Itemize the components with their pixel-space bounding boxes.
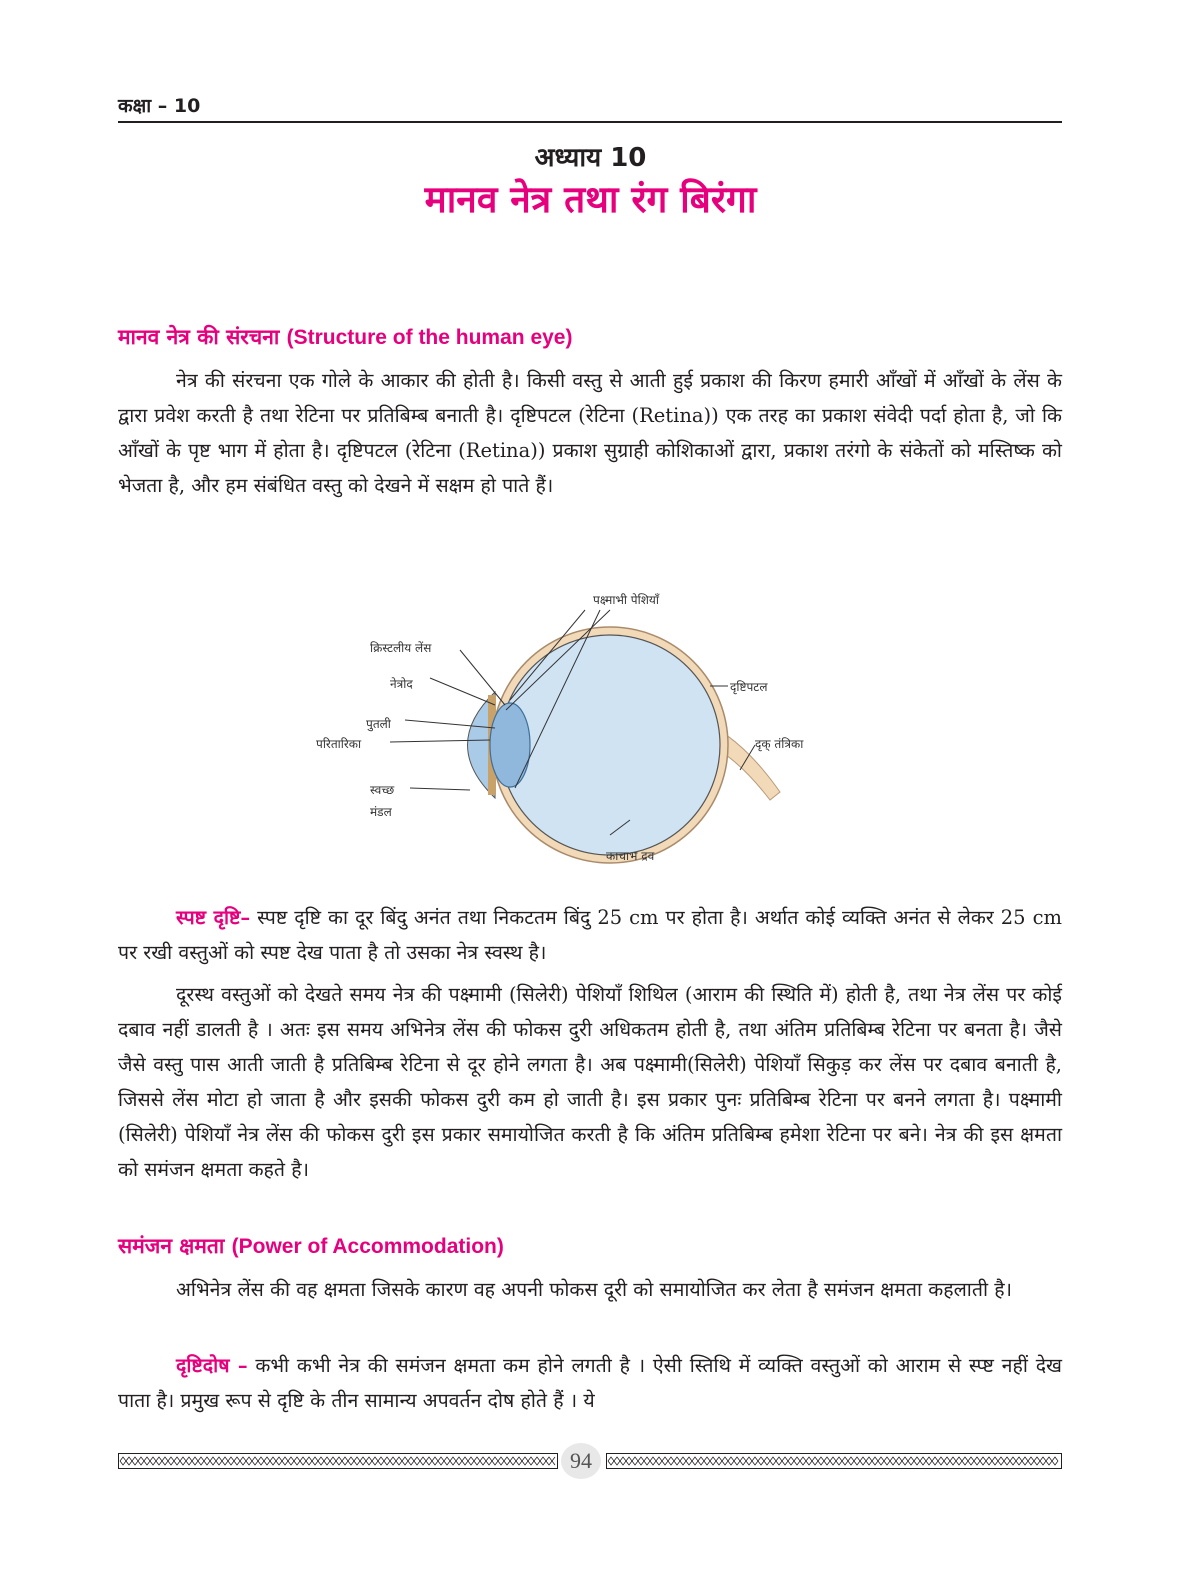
footer-border-right <box>606 1453 1062 1469</box>
clear-vision-term: स्पष्ट दृष्टि– <box>176 906 251 929</box>
footer-border-left <box>118 1453 558 1469</box>
label-crystalline-lens: क्रिस्टलीय लेंस <box>370 641 432 655</box>
clear-vision-text: स्पष्ट दृष्टि का दूर बिंदु अनंत तथा निकटतम बिंदु 25 cm पर होता है। अर्थात कोई व्यक्ति अनंत से लेकर 25 cm पर रखी वस्तुओं को स्पष्ट देख पाता है तो उसका नेत्र स्वस्थ है। <box>118 906 1062 964</box>
label-cornea-2: मंडल <box>370 805 392 819</box>
section-heading-hindi: मानव नेत्र की संरचना <box>118 325 280 349</box>
section2-heading-english: (Power of Accommodation) <box>231 1235 504 1258</box>
section-heading-structure <box>118 323 572 351</box>
section-heading-accommodation <box>118 1232 504 1260</box>
label-iris: परितारिका <box>316 737 362 751</box>
label-cornea-1: स्वच्छ <box>370 783 395 797</box>
section-heading-english: (Structure of the human eye) <box>286 326 573 349</box>
label-optic-nerve: दृक् तंत्रिका <box>755 737 804 751</box>
chapter-number: अध्याय 10 <box>534 143 647 173</box>
accommodation-explanation-paragraph: दूरस्थ वस्तुओं को देखते समय नेत्र की पक्ष्मामी (सिलेरी) पेशियाँ शिथिल (आराम की स्थिति में) होती है, तथा नेत्र लेंस पर कोई दबाव नहीं डालती है । अतः इस समय अभिनेत्र लेंस की फोकस दुरी अधिकतम होती है, तथा अंतिम प्रतिबिम्ब रेटिना पर बनता है। जैसे जैसे वस्तु पास आती जाती है प्रतिबिम्ब रेटिना से दूर होने लगता है। अब पक्ष्मामी(सिलेरी) पेशियाँ सिकुड़ कर लेंस पर दबाव बनाती है, जिससे लेंस मोटा हो जाता है और इसकी फोकस दुरी कम हो जाती है। इस प्रकार पुनः प्रतिबिम्ब रेटिना पर बनने लगता है। पक्ष्मामी (सिलेरी) पेशियाँ नेत्र लेंस की फोकस दुरी इस प्रकार समायोजित करती है कि अंतिम प्रतिबिम्ब हमेशा रेटिना पर बने। नेत्र की इस क्षमता को समंजन क्षमता कहते है। <box>118 983 1062 1181</box>
label-vitreous: काचाभ द्रव <box>606 849 655 863</box>
label-pupil: पुतली <box>366 717 391 731</box>
header-rule <box>118 121 1062 123</box>
accommodation-paragraph: अभिनेत्र लेंस की वह क्षमता जिसके कारण वह अपनी फोकस दूरी को समायोजित कर लेता है समंजन क्षमता कहलाती है। <box>176 1278 1012 1301</box>
human-eye-diagram <box>310 580 850 870</box>
label-aqueous: नेत्रोद <box>390 677 413 691</box>
vision-defects-paragraph <box>118 1348 1062 1418</box>
label-retina: दृष्टिपटल <box>730 680 768 694</box>
vision-defects-text: कभी कभी नेत्र की समंजन क्षमता कम होने लगती है । ऐसी स्तिथि में व्यक्ति वस्तुओं को आराम से स्प्ष्ट नहीं देख पाता है। प्रमुख रूप से दृष्टि के तीन सामान्य अपवर्तन दोष होते हैं । ये <box>118 1354 1062 1412</box>
eye-diagram-svg <box>310 580 850 870</box>
clear-vision-paragraph <box>118 900 1062 970</box>
page-number: 94 <box>561 1443 601 1479</box>
label-ciliary-muscles: पक्ष्माभी पेशियाँ <box>593 593 659 607</box>
chapter-title: मानव नेत्र तथा रंग बिरंगा <box>424 177 757 221</box>
vision-defects-term: दृष्टिदोष – <box>176 1354 248 1377</box>
structure-paragraph: नेत्र की संरचना एक गोले के आकार की होती है। किसी वस्तु से आती हुई प्रकाश की किरण हमारी आँखों में आँखों के लेंस के द्वारा प्रवेश करती है तथा रेटिना पर प्रतिबिम्ब बनाती है। दृष्टिपटल (रेटिना (Retina)) एक तरह का प्रकाश संवेदी पर्दा होता है, जो कि आँखों के पृष्ट भाग में होता है। दृष्टिपटल (रेटिना (Retina)) प्रकाश सुग्राही कोशिकाओं द्वारा, प्रकाश तरंगो के संकेतों को मस्तिष्क को भेजता है, और हम संबंधित वस्तु को देखने में सक्षम हो पाते हैं। <box>118 369 1062 497</box>
section2-heading-hindi: समंजन क्षमता <box>118 1234 225 1258</box>
class-label: कक्षा – 10 <box>118 95 201 117</box>
